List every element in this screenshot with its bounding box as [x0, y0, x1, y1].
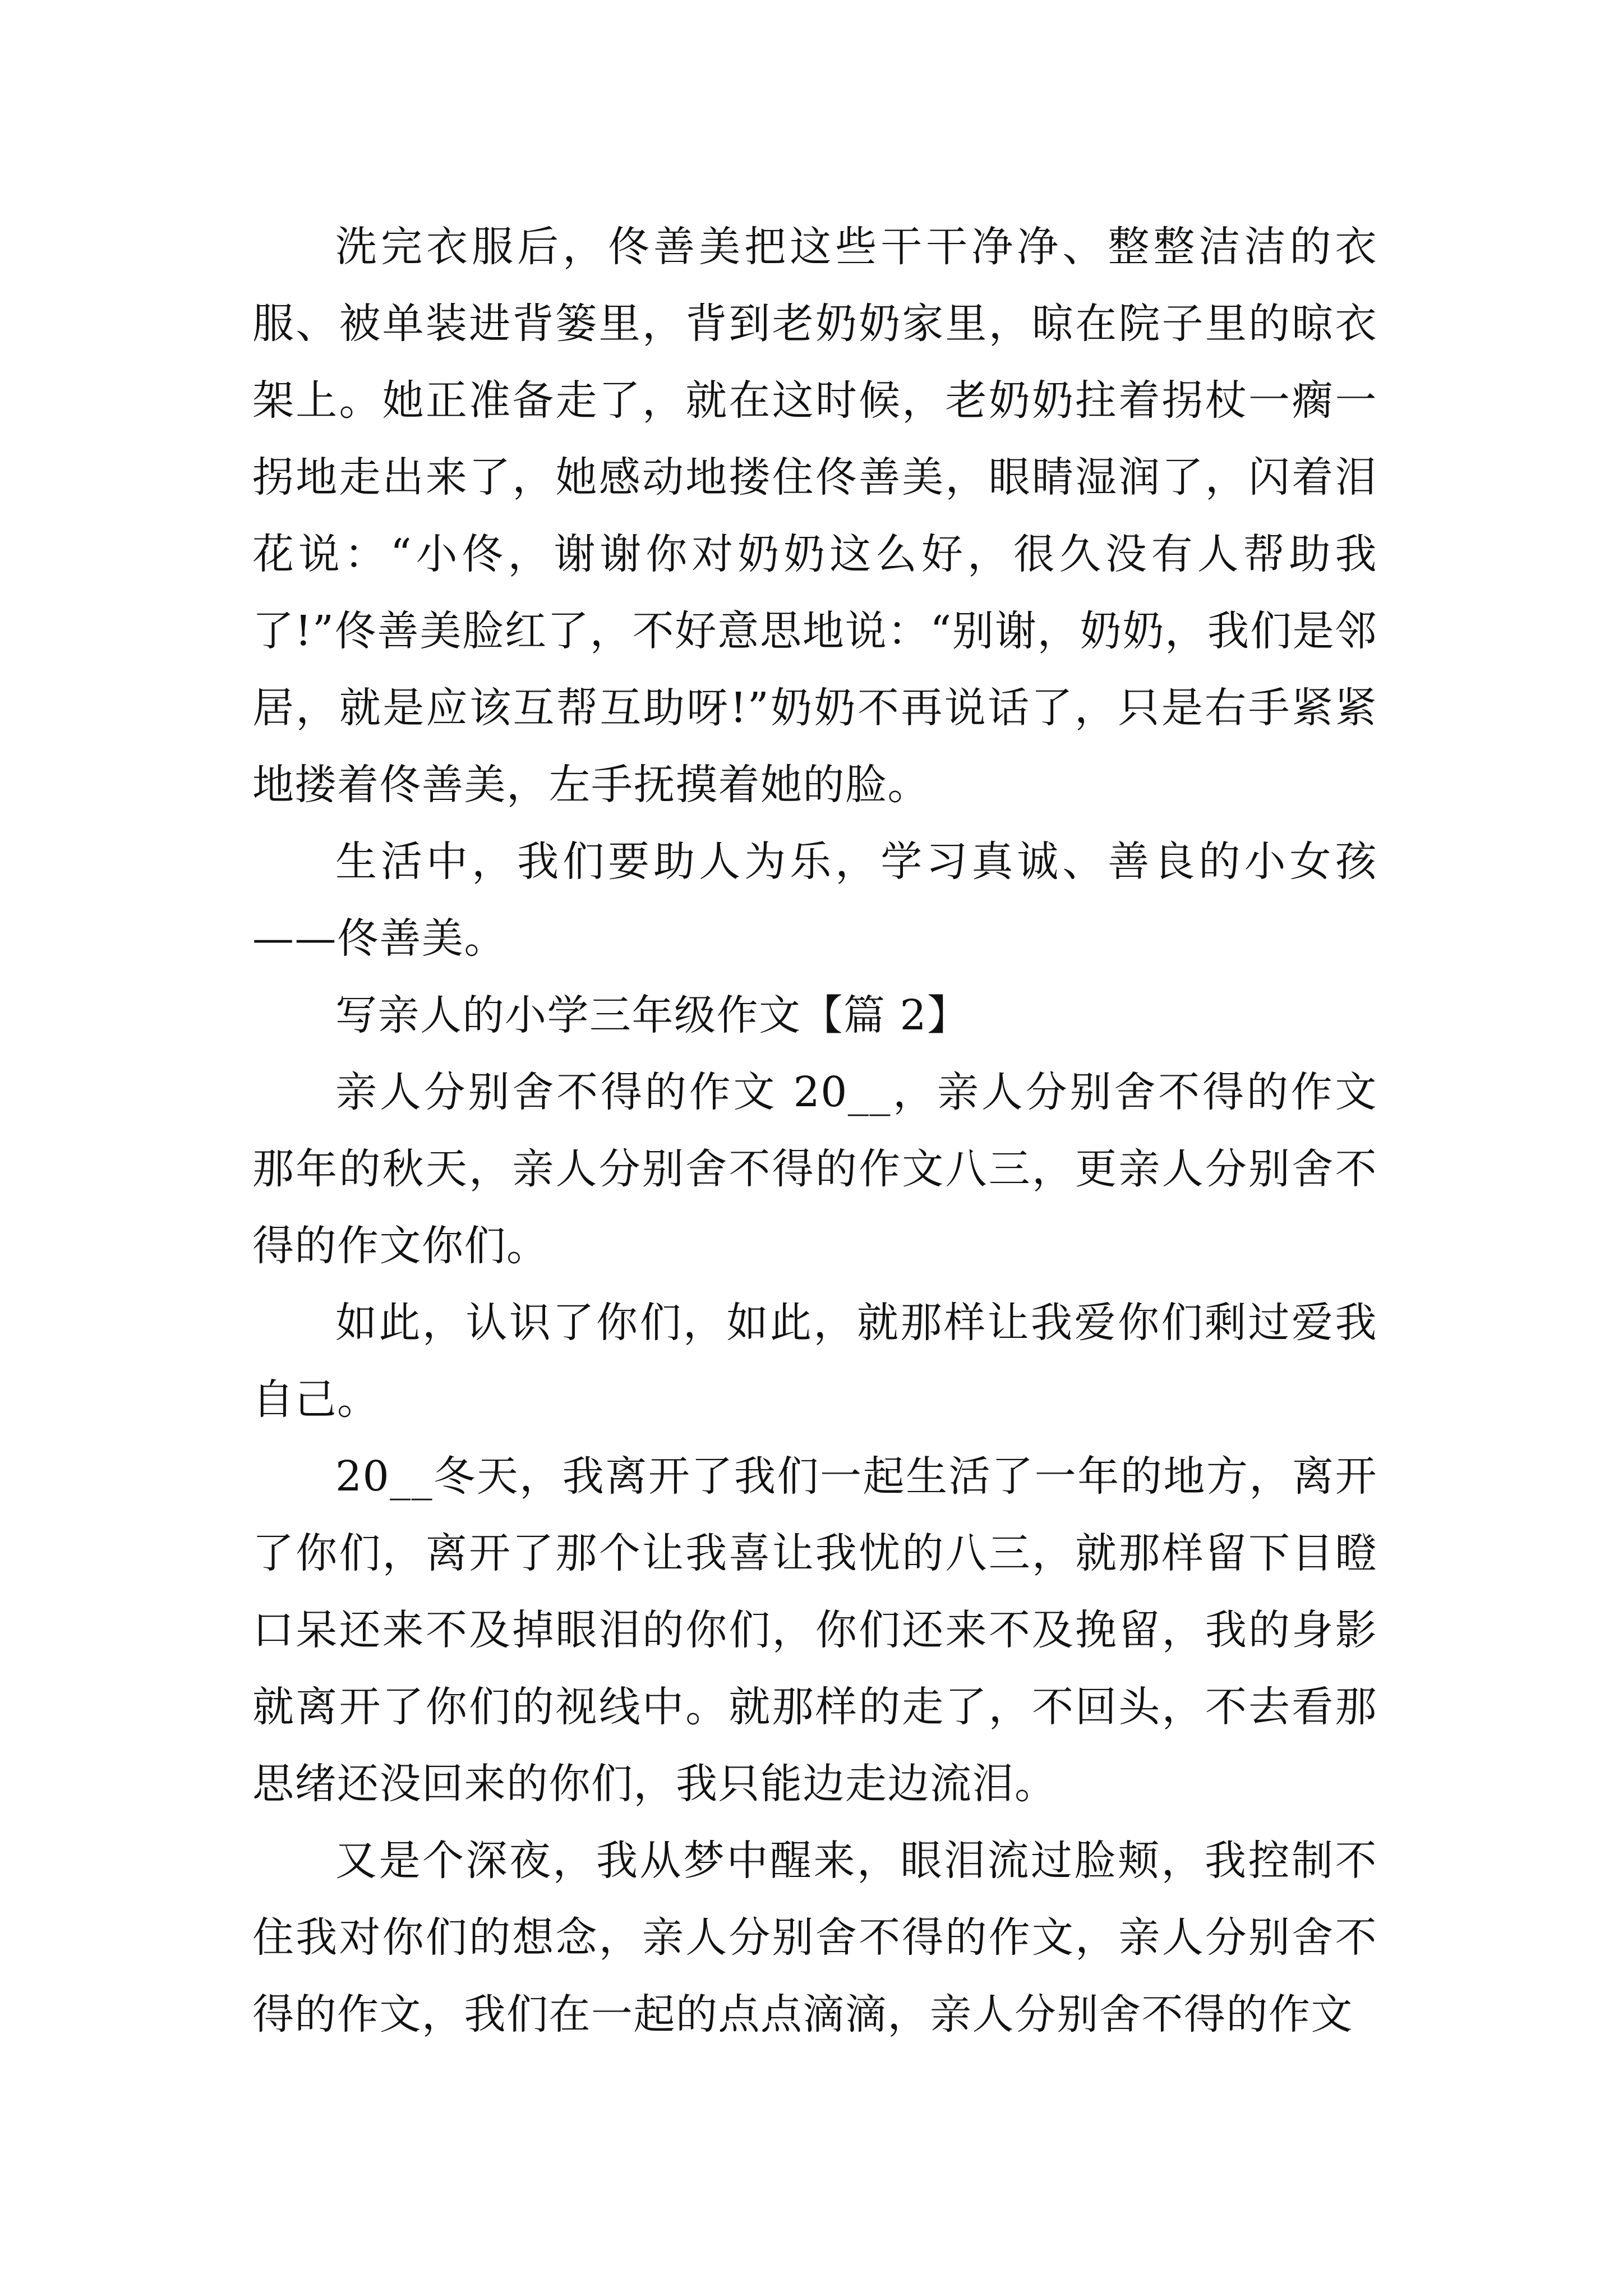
paragraph-late-night: 又是个深夜，我从梦中醒来，眼泪流过脸颊，我控制不住我对你们的想念，亲人分别舍不得的作文，亲人分别舍不得的作文，我们在一起的点点滴滴，亲人分别舍不得的作文: [252, 1837, 1377, 2039]
paragraph-winter-departure: 20__冬天，我离开了我们一起生活了一年的地方，离开了你们，离开了那个让我喜让我忧的八三，就那样留下目瞪口呆还来不及掉眼泪的你们，你们还来不及挽留，我的身影就离开了你们的视线中。就那样的走了，不回头，不去看那思绪还没回来的你们，我只能边走边流泪。: [252, 1452, 1377, 1808]
paragraph-autumn: 亲人分别舍不得的作文 20__，亲人分别舍不得的作文那年的秋天，亲人分别舍不得的作文八三，更亲人分别舍不得的作文你们。: [252, 1068, 1377, 1270]
section-heading: 写亲人的小学三年级作文【篇 2】: [335, 991, 970, 1039]
document-body: [252, 209, 1377, 2053]
paragraph-love: 如此，认识了你们，如此，就那样让我爱你们剩过爱我自己。: [252, 1299, 1377, 1424]
paragraph-story-conclusion: 生活中，我们要助人为乐，学习真诚、善良的小女孩——佟善美。: [252, 838, 1377, 963]
paragraph-laundry-story: 洗完衣服后，佟善美把这些干干净净、整整洁洁的衣服、被单装进背篓里，背到老奶奶家里，晾在院子里的晾衣架上。她正准备走了，就在这时候，老奶奶拄着拐杖一瘸一拐地走出来了，她感动地搂住佟善美，眼睛湿润了，闪着泪花说：“小佟，谢谢你对奶奶这么好，很久没有人帮助我了!”佟善美脸红了，不好意思地说：“别谢，奶奶，我们是邻居，就是应该互帮互助呀!”奶奶不再说话了，只是右手紧紧地搂着佟善美，左手抚摸着她的脸。: [252, 223, 1377, 809]
